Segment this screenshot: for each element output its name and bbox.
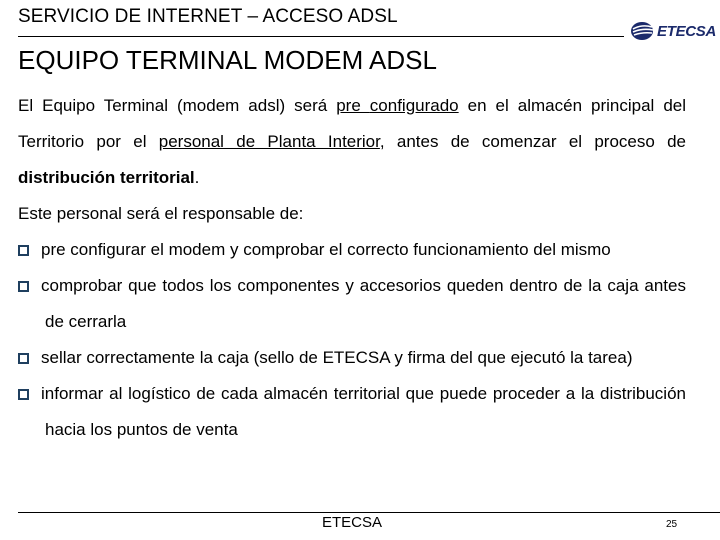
slide-body [18, 88, 686, 448]
bullet-box-icon [18, 245, 29, 256]
etecsa-logo [630, 18, 716, 44]
lead-text: Este personal será el responsable de: [18, 204, 304, 223]
list-item [18, 340, 686, 376]
intro-text-c: , antes de comenzar el proceso de [379, 132, 686, 151]
intro-text-a: El Equipo Terminal (modem adsl) será [18, 96, 337, 115]
header-rule [18, 36, 624, 37]
footer-rule [18, 512, 720, 513]
intro-underline-personal: personal de Planta Interior [158, 132, 380, 151]
intro-underline-pre: pre [336, 96, 370, 115]
list-item-text: sellar correctamente la caja (sello de ETECSA y firma del que ejecutó la tarea) [41, 348, 633, 367]
etecsa-logo-icon [630, 18, 656, 44]
intro-underline-configurado: configurado [369, 96, 459, 115]
intro-bold-distribucion: distribución territorial [18, 168, 195, 187]
intro-text-b: en el almacén principal del Territorio por el [18, 96, 687, 151]
list-item-text: informar al logístico de cada almacén territorial que puede proceder a la distribución hacia los puntos de venta [41, 384, 686, 439]
list-item-text: comprobar que todos los componentes y accesorios queden dentro de la caja antes de cerrarla [41, 276, 686, 331]
bullet-box-icon [18, 281, 29, 292]
bullet-box-icon [18, 353, 29, 364]
page-number: 25 [666, 519, 678, 530]
responsibility-list [18, 232, 686, 448]
logo-text: ETECSA [657, 22, 717, 40]
intro-paragraph [18, 88, 686, 196]
slide-title: EQUIPO TERMINAL MODEM ADSL [18, 45, 437, 75]
footer-center-text: ETECSA [322, 514, 383, 531]
list-item [18, 268, 686, 340]
list-item [18, 376, 686, 448]
header-section-title: SERVICIO DE INTERNET – ACCESO ADSL [18, 6, 398, 27]
intro-text-d: . [194, 168, 200, 187]
list-item [18, 232, 686, 268]
list-item-text: pre configurar el modem y comprobar el correcto funcionamiento del mismo [41, 240, 611, 259]
bullet-box-icon [18, 389, 29, 400]
